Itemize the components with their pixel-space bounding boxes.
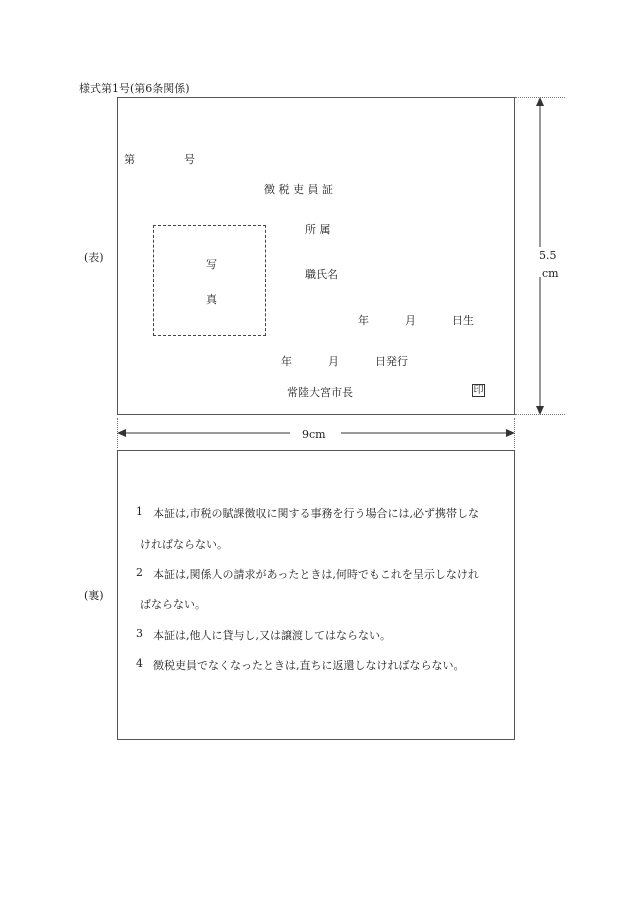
photo-label-line2: 真: [206, 293, 217, 306]
item-1-line2: ければならない。: [140, 538, 228, 551]
number-prefix: 第: [124, 153, 135, 166]
item-2-number: 2: [136, 566, 143, 579]
item-4-line1: 徴税吏員でなくなったときは,直ちに返還しなければならない。: [153, 659, 465, 672]
width-value: 9cm: [302, 428, 326, 441]
birth-day-label: 日生: [452, 314, 474, 327]
photo-box: [153, 225, 266, 336]
height-unit: cm: [542, 267, 559, 280]
card-title: 徴 税 吏 員 証: [264, 183, 333, 196]
item-4-number: 4: [136, 657, 143, 670]
number-suffix: 号: [184, 153, 195, 166]
form-title: 様式第1号(第6条関係): [79, 82, 190, 95]
issuer-label: 常陸大宮市長: [287, 386, 353, 399]
item-2-line2: ばならない。: [140, 598, 206, 611]
front-side-label: (表): [84, 251, 104, 264]
item-1-line1: 本証は,市税の賦課徴収に関する事務を行う場合には,必ず携帯しな: [153, 507, 479, 520]
back-side-label: (裏): [84, 589, 104, 602]
affiliation-label: 所 属: [305, 223, 331, 236]
item-3-number: 3: [136, 627, 143, 640]
name-label: 職氏名: [305, 268, 338, 281]
item-3-line1: 本証は,他人に貸与し,又は譲渡してはならない。: [153, 629, 391, 642]
photo-label-line1: 写: [206, 258, 217, 271]
height-value: 5.5: [539, 249, 557, 262]
birth-month-label: 月: [405, 314, 416, 327]
seal-mark: 印: [473, 385, 484, 396]
birth-year-label: 年: [358, 314, 369, 327]
issue-day-label: 日発行: [375, 355, 408, 368]
item-2-line1: 本証は,関係人の請求があったときは,何時でもこれを呈示しなけれ: [153, 568, 479, 581]
issue-year-label: 年: [281, 355, 292, 368]
issue-month-label: 月: [328, 355, 339, 368]
card-back: [117, 450, 515, 740]
item-1-number: 1: [136, 505, 143, 518]
